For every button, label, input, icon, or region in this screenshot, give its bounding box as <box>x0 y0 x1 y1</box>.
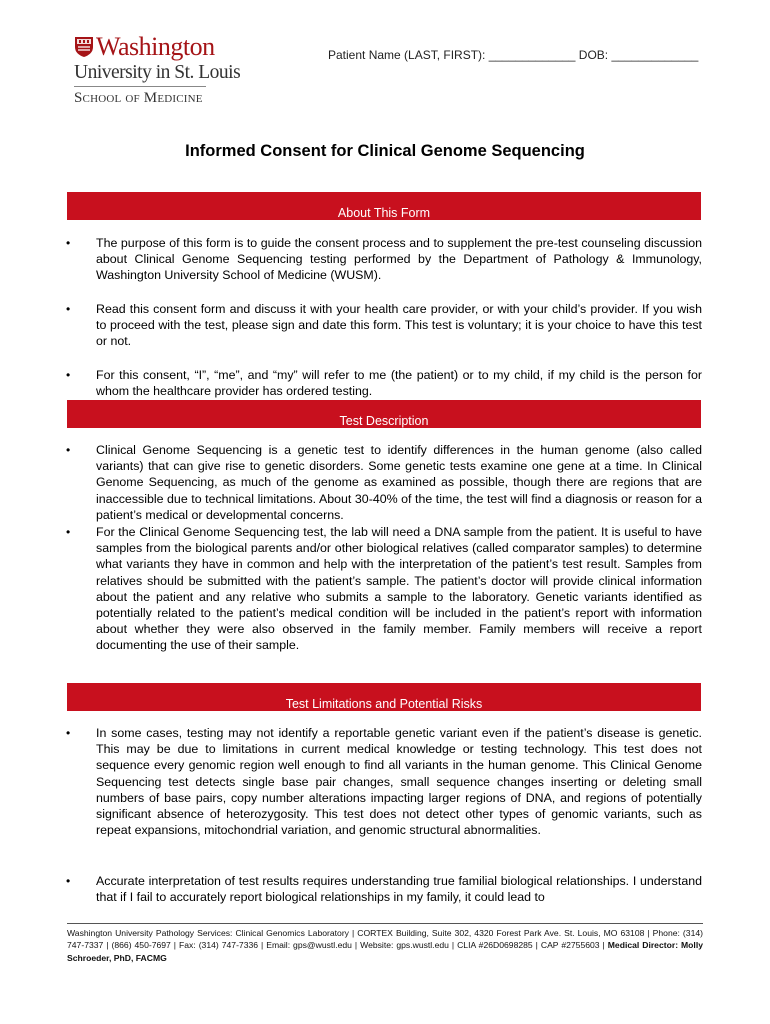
shield-icon <box>74 36 94 58</box>
logo-school: School of Medicine <box>74 90 203 106</box>
bullet-icon: • <box>66 368 71 382</box>
page-footer <box>67 923 703 964</box>
bullet-icon: • <box>66 874 71 888</box>
list-item: • Accurate interpretation of test results requires understanding true familial biological relationships. I understand that if I fail to accurately report biological relationships in my family, it could lead to <box>66 874 702 905</box>
list-item: • Clinical Genome Sequencing is a genetic test to identify differences in the human genome (also called variants) that can give rise to genetic disorders. Some genetic tests examine one gene at a time. In Clinical Genome Sequencing, as much of the genome as examined as possible, though there are regions that are inaccessible due to technical limitations. About 30-40% of the time, the test will find a diagnosis or reason for a patient’s medical or developmental concerns. <box>66 443 702 522</box>
logo-university: University in St. Louis <box>74 62 241 83</box>
bullet-icon: • <box>66 525 71 539</box>
list-item: • For the Clinical Genome Sequencing test, the lab will need a DNA sample from the patient. It is useful to have samples from the biological parents and/or other biological relatives (called comparator samples) to determine what variants they have in common and help with the interpretation of the patient’s test result. Samples from relatives should be submitted with the patient’s sample. The patient’s doctor will provide clinical information about the patient and any relative who submits a sample to the laboratory. Genetic variants identified as potentially related to the patient’s medical condition will be included in the patient’s report with information about whether they were also observed in the family member. Family members will receive a report documenting the use of their sample. <box>66 525 702 653</box>
patient-name-dob-line: Patient Name (LAST, FIRST): _____________ DOB: _____________ <box>328 48 699 62</box>
page-title: Informed Consent for Clinical Genome Sequencing <box>185 142 585 160</box>
list-item: • Read this consent form and discuss it with your health care provider, or with your child’s provider. If you wish to proceed with the test, please sign and date this form. This test is voluntary; it is your choice to have this test or not. <box>66 302 702 349</box>
list-item: • The purpose of this form is to guide the consent process and to supplement the pre-test counseling discussion about Clinical Genome Sequencing testing performed by the Department of Pathology & Immunology, Washington University School of Medicine (WUSM). <box>66 236 702 283</box>
section-banner-about: About This Form <box>67 192 701 220</box>
logo-divider <box>74 86 206 87</box>
footer-contact: Washington University Pathology Services: Clinical Genomics Laboratory | CORTEX Building, Suite 302, 4320 Forest Park Ave. St. Louis, MO 63108 | Phone: (314) 747-7337 | (866) 450-7697 | Fax: (314) 747-7336 | Email: gps@wustl.edu | Website: gps.wustl.edu | CLIA #26D0698285 | CAP #2755603 | <box>67 928 703 951</box>
list-item: • For this consent, “I”, “me”, and “my” will refer to me (the patient) or to my child, if my child is the person for whom the healthcare provider has ordered testing. <box>66 368 702 399</box>
bullet-icon: • <box>66 302 71 316</box>
bullet-icon: • <box>66 726 71 740</box>
list-item: • In some cases, testing may not identify a reportable genetic variant even if the patient’s disease is genetic. This may be due to limitations in current medical knowledge or testing technology. This test does not sequence every genomic region well enough to find all variants in the human genome. This Clinical Genome Sequencing test detects single base pair changes, small sequence changes inserting or deleting small numbers of base pairs, copy number alterations impacting larger regions of DNA, and regions of potentially significant absence of heterozygosity. This test does not detect other types of genomic variants, such as repeat expansions, mitochondrial variation, and genomic structural abnormalities. <box>66 726 702 838</box>
logo-wordmark: Washington <box>96 32 215 61</box>
section-banner-test-description: Test Description <box>67 400 701 428</box>
footer-director: Medical Director: Molly Schroeder, PhD, FACMG <box>67 940 703 963</box>
bullet-icon: • <box>66 443 71 457</box>
bullet-icon: • <box>66 236 71 250</box>
wustl-logo <box>74 32 241 106</box>
section-banner-limitations: Test Limitations and Potential Risks <box>67 683 701 711</box>
